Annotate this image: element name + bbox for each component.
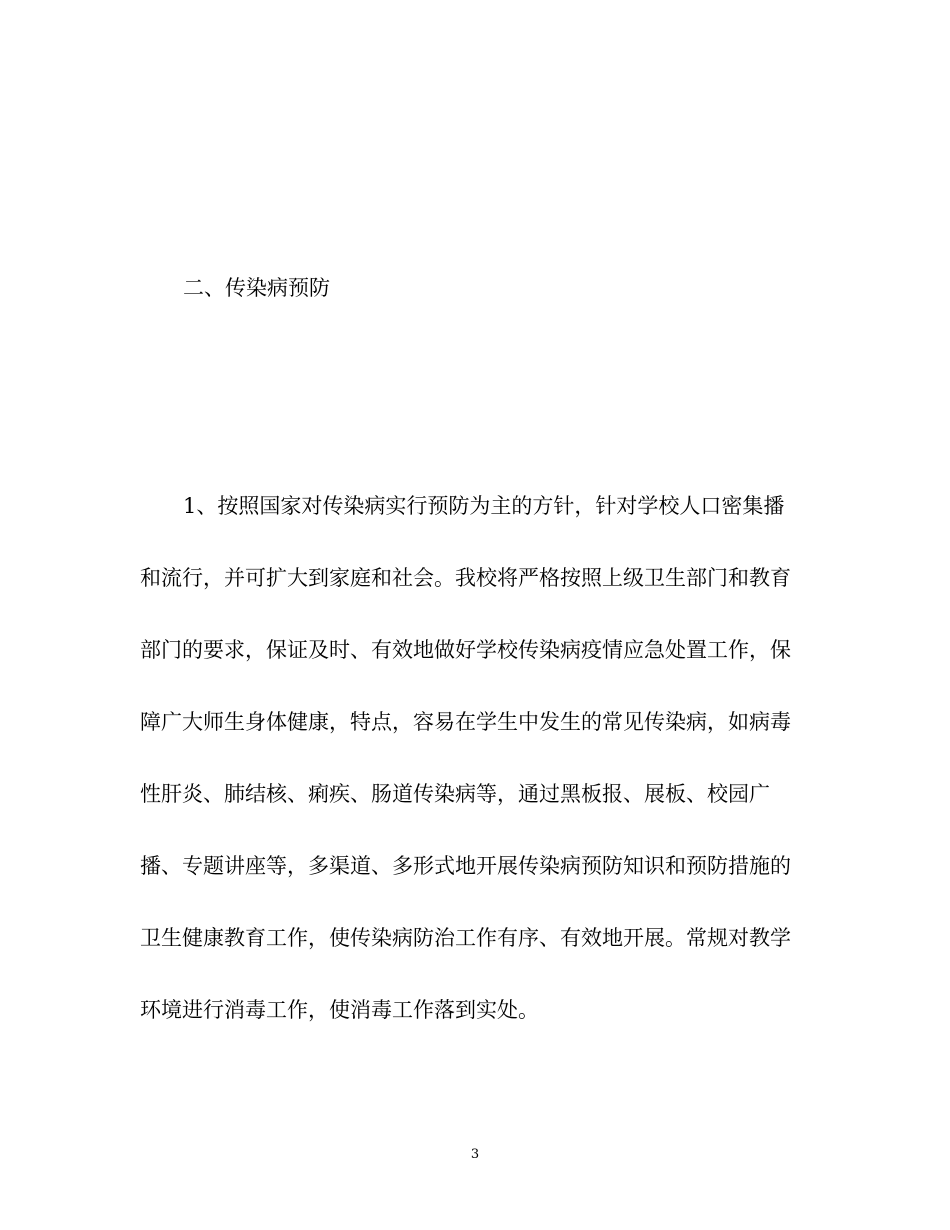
paragraph-line-4: 障广大师生身体健康，特点，容易在学生中发生的常见传染病，如病毒 xyxy=(140,710,791,734)
paragraph-line-8: 环境进行消毒工作，使消毒工作落到实处。 xyxy=(140,998,539,1022)
paragraph-line-5: 性肝炎、肺结核、痢疾、肠道传染病等，通过黑板报、展板、校园广 xyxy=(140,782,770,806)
section-heading: 二、传染病预防 xyxy=(183,276,330,300)
paragraph-line-2: 和流行，并可扩大到家庭和社会。我校将严格按照上级卫生部门和教育 xyxy=(140,566,791,590)
paragraph-line-7: 卫生健康教育工作，使传染病防治工作有序、有效地开展。常规对教学 xyxy=(140,926,791,950)
paragraph-line-1: 1、按照国家对传染病实行预防为主的方针，针对学校人口密集播 xyxy=(183,494,785,518)
page-number: 3 xyxy=(470,1147,480,1162)
paragraph-line-6: 播、专题讲座等，多渠道、多形式地开展传染病预防知识和预防措施的 xyxy=(140,854,791,878)
paragraph-line-3: 部门的要求，保证及时、有效地做好学校传染病疫情应急处置工作，保 xyxy=(140,638,791,662)
